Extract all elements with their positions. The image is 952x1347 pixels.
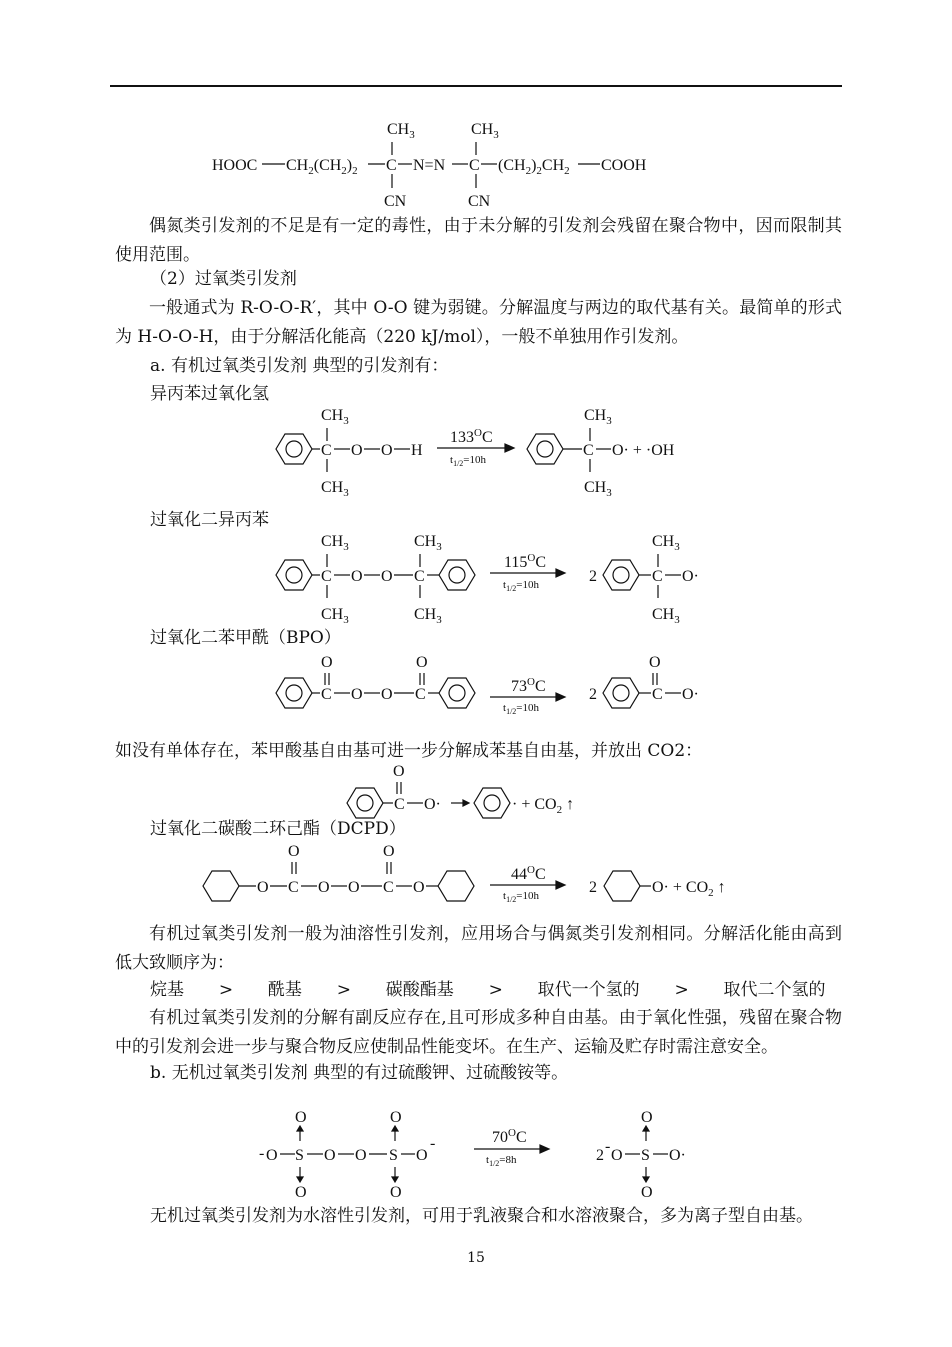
- svg-text:O: O: [266, 1147, 278, 1164]
- organic-solubility-paragraph: 有机过氧类引发剂一般为油溶性引发剂，应用场合与偶氮类引发剂相同。分解活化能由高到低大致顺序为：: [115, 924, 842, 973]
- organic-peroxide-heading: a. 有机过氧类引发剂 典型的引发剂有：: [150, 356, 449, 376]
- svg-text:O: O: [351, 568, 363, 585]
- bpo-label: 过氧化二苯甲酰（BPO）: [150, 628, 341, 648]
- persulfate-reaction: [259, 1109, 686, 1201]
- cumene-hydroperoxide-reaction: [276, 407, 675, 499]
- svg-text:O: O: [381, 568, 393, 585]
- svg-text:O: O: [641, 1109, 653, 1126]
- svg-text:O: O: [393, 763, 405, 780]
- inorganic-note-paragraph: 无机过氧类引发剂为水溶性引发剂，可用于乳液聚合和水溶液聚合，多为离子型自由基。: [150, 1206, 813, 1226]
- svg-text:2: 2: [589, 879, 597, 896]
- svg-text:2: 2: [596, 1147, 604, 1164]
- svg-text:C: C: [414, 568, 425, 585]
- svg-text:t1/2=10h: $t_{1/2}=10h$: [503, 579, 540, 593]
- svg-text:CH3: $CH_3$: [414, 606, 442, 626]
- order-item: 酰基: [267, 980, 302, 1000]
- azo-initiator-structure: [212, 121, 647, 210]
- svg-text:CH3: $CH_3$: [321, 407, 349, 427]
- benzoyl-decomposition: [347, 763, 574, 818]
- svg-text:CH2(CH2)2: $CH_2(CH_2)_2$: [286, 157, 358, 177]
- svg-text:133OC: $133^OC$: [450, 427, 493, 446]
- svg-text:O: O: [390, 1184, 402, 1201]
- svg-text:CN: CN: [468, 193, 491, 210]
- svg-text:CH3: $CH_3$: [321, 533, 349, 553]
- svg-text:-: -: [605, 1138, 611, 1155]
- svg-text:S: S: [389, 1147, 398, 1164]
- svg-text:O: O: [321, 654, 333, 671]
- svg-text:O: O: [324, 1147, 336, 1164]
- bpo-reaction: [276, 654, 699, 716]
- svg-text:O·: O·: [682, 568, 699, 585]
- svg-text:O·: O·: [424, 796, 441, 813]
- svg-text:2: 2: [589, 568, 597, 585]
- svg-text:O·: O·: [669, 1147, 686, 1164]
- svg-text:O: O: [295, 1184, 307, 1201]
- svg-text:O: O: [381, 442, 393, 459]
- svg-text:C: C: [469, 157, 480, 174]
- svg-text:115OC: $115^OC$: [504, 552, 547, 571]
- svg-text:HOOC: HOOC: [212, 157, 258, 174]
- svg-text:C: C: [321, 442, 332, 459]
- svg-text:C: C: [321, 686, 332, 703]
- svg-text:C: C: [386, 157, 397, 174]
- cumene-label: 异丙苯过氧化氢: [150, 384, 269, 404]
- svg-text:C: C: [415, 686, 426, 703]
- svg-text:S: S: [295, 1147, 304, 1164]
- svg-text:73OC: $73^OC$: [511, 676, 546, 695]
- activation-order: [150, 979, 826, 1001]
- svg-text:CH3: $CH_3$: [471, 121, 499, 141]
- peroxide-heading: （2）过氧类引发剂: [150, 269, 297, 289]
- order-item: 取代一个氢的: [537, 980, 640, 1000]
- svg-text:O: O: [383, 843, 395, 860]
- svg-text:2: 2: [589, 686, 597, 703]
- dcpd-reaction: [203, 843, 726, 904]
- svg-text:CH3: $CH_3$: [584, 479, 612, 499]
- svg-text:O: O: [295, 1109, 307, 1126]
- svg-text:S: S: [641, 1147, 650, 1164]
- dicumyl-label: 过氧化二异丙苯: [150, 510, 269, 530]
- order-separator: >: [488, 980, 503, 1000]
- svg-text:C: C: [583, 442, 594, 459]
- svg-text:70OC: $70^OC$: [492, 1127, 527, 1146]
- svg-text:O: O: [348, 879, 360, 896]
- svg-text:O: O: [641, 1184, 653, 1201]
- svg-text:O·: O·: [682, 686, 699, 703]
- svg-text:CH3: $CH_3$: [387, 121, 415, 141]
- svg-text:CH3: $CH_3$: [584, 407, 612, 427]
- svg-text:O: O: [649, 654, 661, 671]
- svg-text:C: C: [383, 879, 394, 896]
- svg-text:-: -: [430, 1135, 436, 1152]
- svg-text:N=N: N=N: [413, 157, 446, 174]
- svg-text:O: O: [351, 442, 363, 459]
- svg-text:· + CO2 ↑: · + $CO_2$ ↑: [512, 796, 575, 816]
- svg-text:O· + CO2 ↑: $O\cdot + CO_2$ ↑: [652, 879, 726, 899]
- svg-text:O: O: [257, 879, 269, 896]
- azo-drawback-paragraph: 偶氮类引发剂的不足是有一定的毒性，由于未分解的引发剂会残留在聚合物中，因而限制其使用范围。: [115, 216, 842, 265]
- svg-text:O: O: [413, 879, 425, 896]
- svg-text:t1/2=10h: $t_{1/2}=10h$: [450, 454, 487, 468]
- svg-text:C: C: [288, 879, 299, 896]
- svg-text:-: -: [259, 1145, 265, 1162]
- order-item: 烷基: [150, 980, 184, 1000]
- svg-text:O: O: [381, 686, 393, 703]
- page-number: 15: [467, 1250, 485, 1266]
- svg-text:C: C: [652, 686, 663, 703]
- organic-side-reaction-paragraph: 有机过氧类引发剂的分解有副反应存在,且可形成多种自由基。由于氧化性强，残留在聚合物中的引发剂会进一步与聚合物反应使制品性能变坏。在生产、运输及贮存时需注意安全。: [115, 1008, 842, 1057]
- bpo-further-paragraph: 如没有单体存在，苯甲酸基自由基可进一步分解成苯基自由基，并放出 CO2：: [115, 741, 703, 761]
- svg-text:H: H: [411, 442, 423, 459]
- svg-text:44OC: $44^OC$: [511, 864, 546, 883]
- svg-text:t1/2=10h: $t_{1/2}=10h$: [503, 702, 540, 716]
- svg-text:(CH2)2CH2: $(CH_2)_2CH_2$: [498, 157, 570, 177]
- svg-text:C: C: [321, 568, 332, 585]
- dicumyl-peroxide-reaction: [276, 533, 699, 626]
- svg-text:t1/2=8h: $t_{1/2}=8h$: [486, 1154, 517, 1168]
- svg-text:O: O: [288, 843, 300, 860]
- svg-text:O: O: [390, 1109, 402, 1126]
- svg-text:CH3: $CH_3$: [414, 533, 442, 553]
- svg-text:CH3: $CH_3$: [652, 606, 680, 626]
- svg-text:CH3: $CH_3$: [652, 533, 680, 553]
- svg-text:t1/2=10h: $t_{1/2}=10h$: [503, 890, 540, 904]
- svg-text:C: C: [652, 568, 663, 585]
- inorganic-peroxide-heading: b. 无机过氧类引发剂 典型的有过硫酸钾、过硫酸铵等。: [150, 1063, 569, 1083]
- svg-text:O: O: [416, 654, 428, 671]
- svg-text:O: O: [318, 879, 330, 896]
- dcpd-label: 过氧化二碳酸二环己酯（DCPD）: [150, 819, 406, 839]
- order-item: 碳酸酯基: [385, 980, 454, 1000]
- svg-text:CH3: $CH_3$: [321, 606, 349, 626]
- order-item: 取代二个氢的: [723, 980, 826, 1000]
- svg-text:CN: CN: [384, 193, 407, 210]
- order-separator: >: [218, 980, 234, 1000]
- svg-text:C: C: [394, 796, 405, 813]
- peroxide-general-paragraph: 一般通式为 R-O-O-R′，其中 O-O 键为弱键。分解温度与两边的取代基有关。最简单的形式为 H-O-O-H，由于分解活化能高（220 kJ/mol），一般不单独用作引发剂。: [115, 298, 842, 347]
- svg-text:O: O: [351, 686, 363, 703]
- order-separator: >: [336, 980, 351, 1000]
- svg-text:COOH: COOH: [601, 157, 647, 174]
- order-separator: >: [674, 980, 689, 1000]
- svg-text:O: O: [416, 1147, 428, 1164]
- svg-text:O: O: [355, 1147, 367, 1164]
- svg-text:CH3: $CH_3$: [321, 479, 349, 499]
- svg-text:O· + ·OH: O· + ·OH: [612, 442, 675, 459]
- svg-text:O: O: [611, 1147, 623, 1164]
